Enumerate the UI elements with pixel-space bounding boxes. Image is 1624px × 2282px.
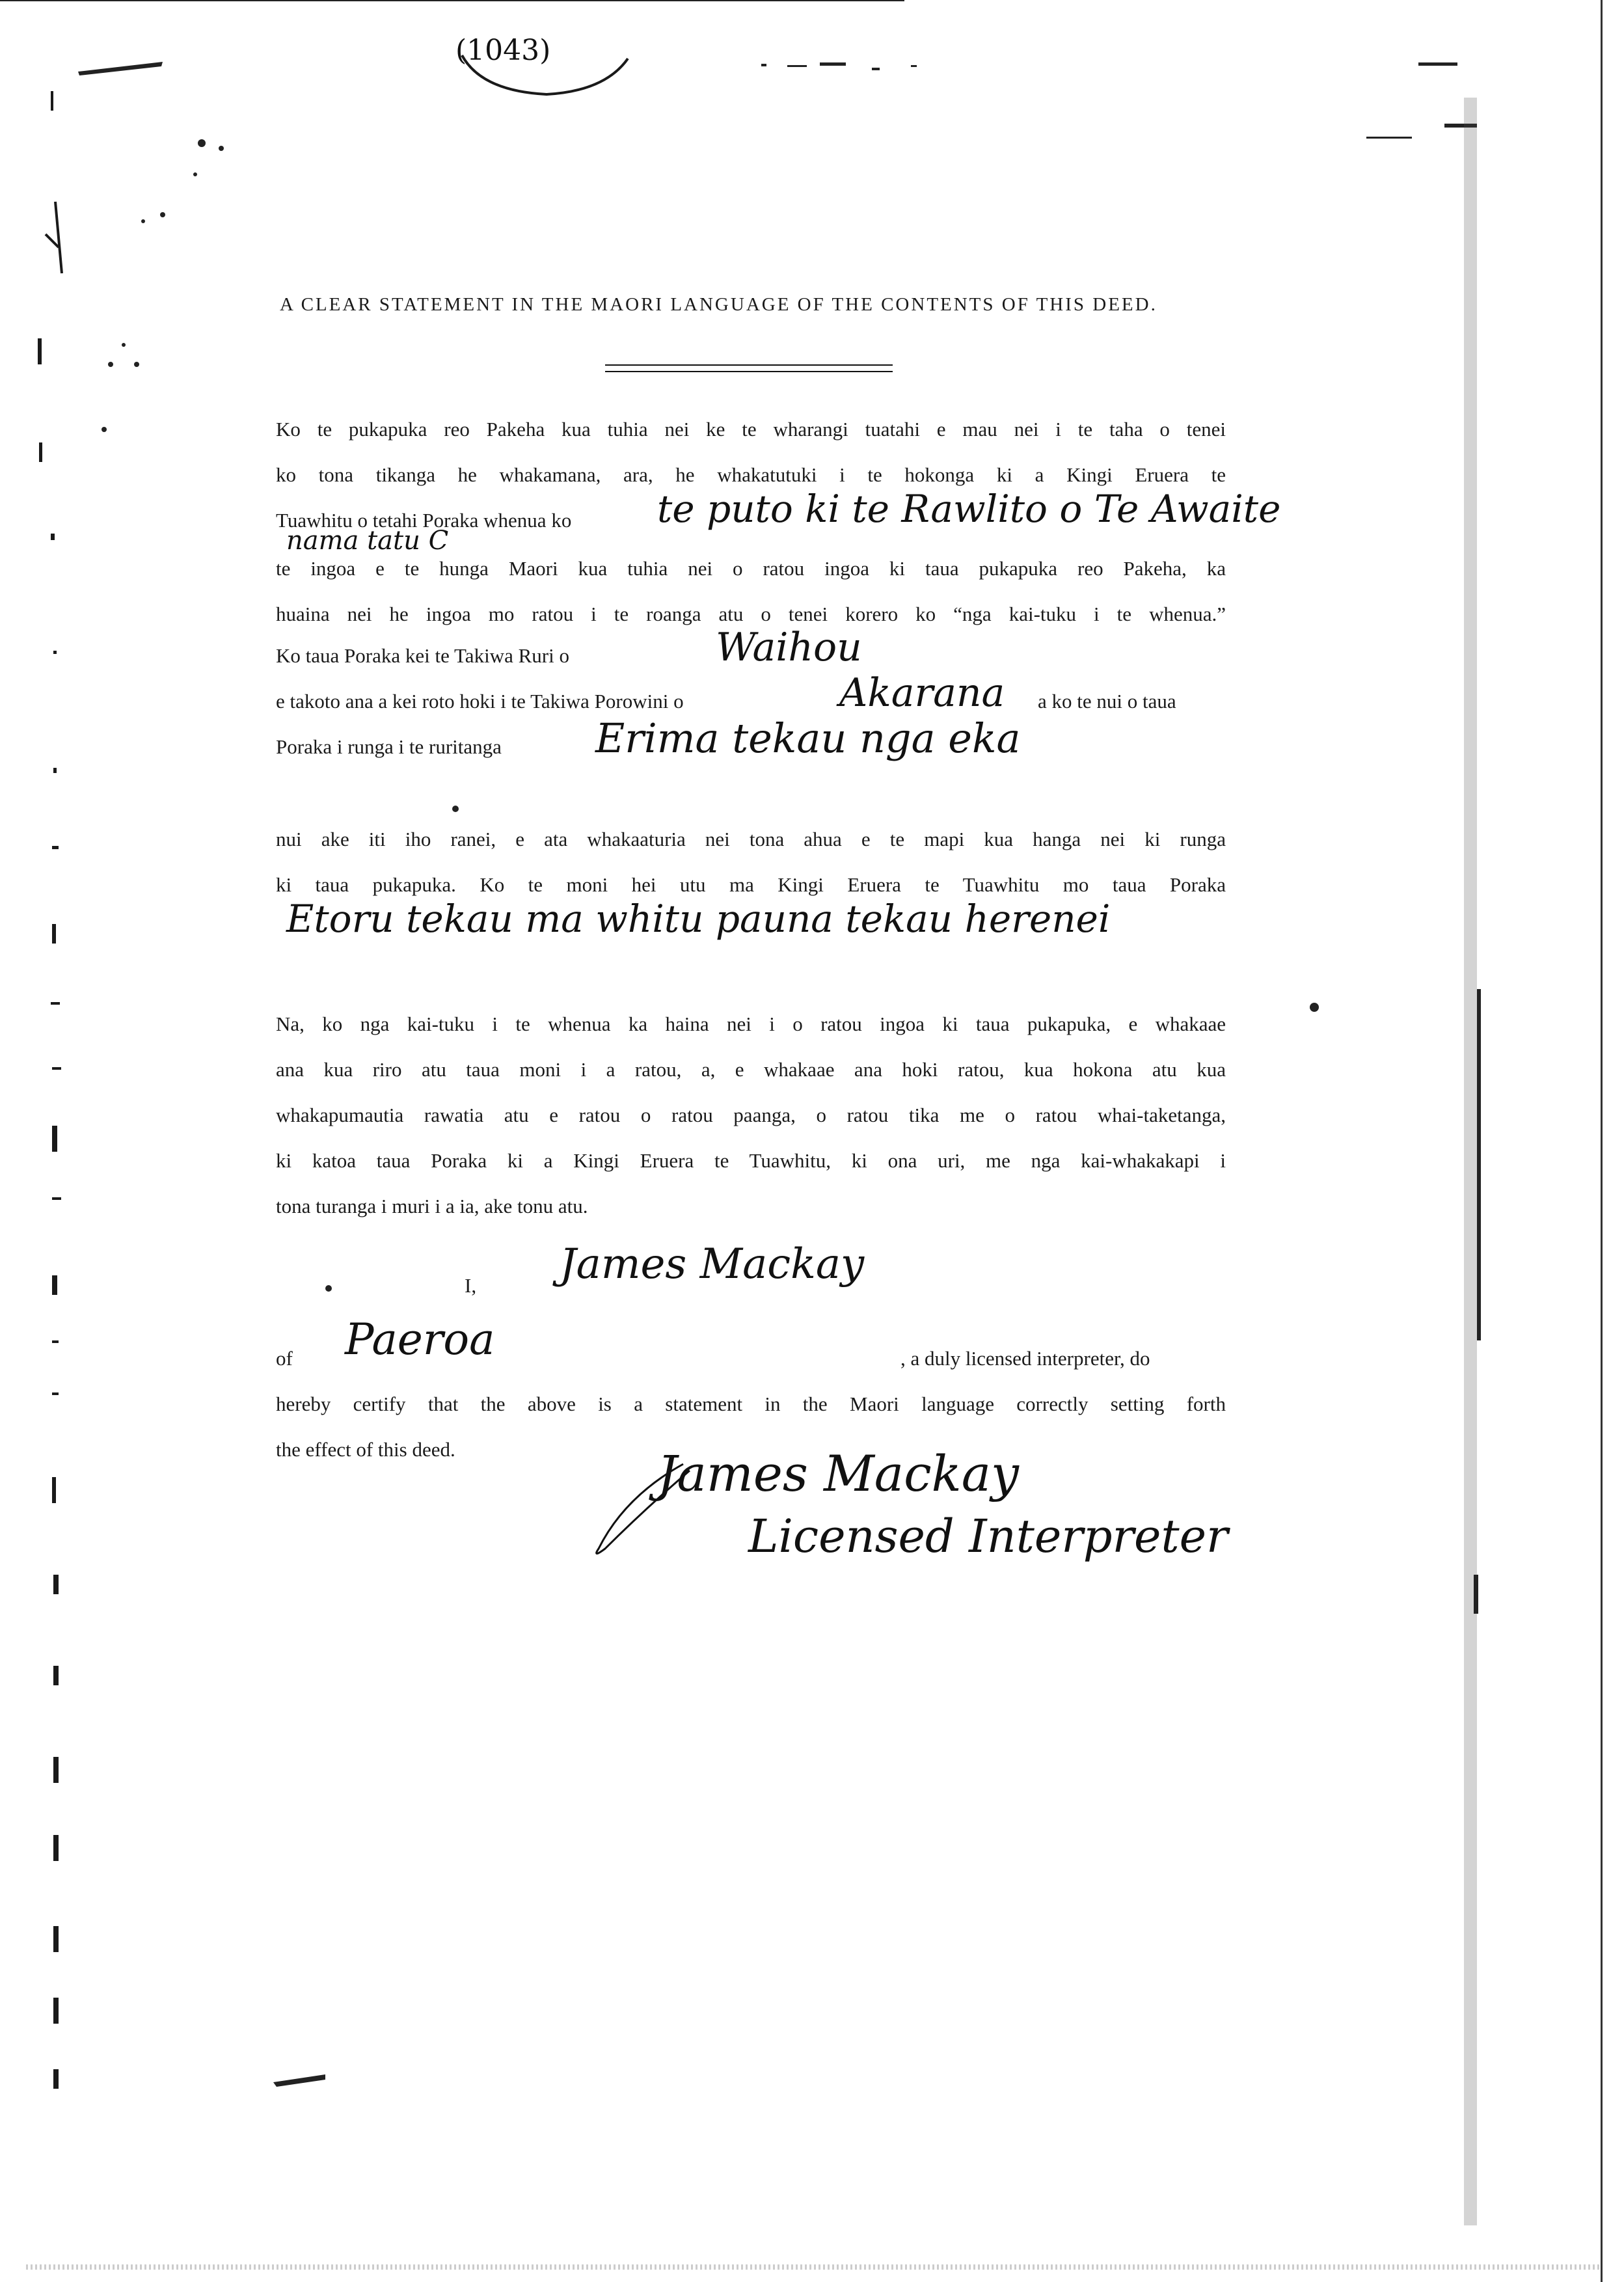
para1-line-8: Poraka i runga i te ruritanga	[276, 735, 502, 758]
title-rule-1	[605, 364, 893, 366]
para1-line-5: huaina nei he ingoa mo ratou i te roanga atu o tenei korero ko “nga kai-tuku i te whenua.”	[276, 603, 1226, 625]
handwritten-block-name-2: nama tatu C	[286, 526, 449, 556]
para1-line-7b: a ko te nui o taua	[1038, 690, 1176, 713]
deed-title: A CLEAR STATEMENT IN THE MAORI LANGUAGE OF THE CONTENTS OF THIS DEED.	[280, 294, 1157, 315]
para3-line-3: whakapumautia rawatia atu e ratou o ratou paanga, o ratou tika me o ratou whai-taketanga,	[276, 1104, 1226, 1126]
title-rule-2	[605, 371, 893, 372]
cert-licensed: , a duly licensed interpreter, do	[900, 1347, 1150, 1370]
para1-line-2: ko tona tikanga he whakamana, ara, he whakatutuki i te hokonga ki a Kingi Eruera te	[276, 463, 1226, 486]
handwritten-interpreter-name: James Mackay	[560, 1240, 865, 1288]
signature-flourish	[586, 1458, 703, 1562]
para3-line-4: ki katoa taua Poraka ki a Kingi Eruera te Tuawhitu, ki ona uri, me nga kai-whakakapi i	[276, 1149, 1226, 1172]
handwritten-place: Paeroa	[345, 1314, 495, 1365]
para2-line-1: nui ake iti iho ranei, e ata whakaaturia nei tona ahua e te mapi kua hanga nei ki runga	[276, 828, 1226, 850]
handwritten-area: Erima tekau nga eka	[595, 714, 1021, 762]
para1-line-6: Ko taua Poraka kei te Takiwa Ruri o	[276, 644, 569, 667]
cert-i-label: I,	[465, 1274, 477, 1297]
handwritten-block-name-1: te puto ki te Rawlito o Te Awaite	[657, 487, 1281, 531]
para1-line-7: e takoto ana a kei roto hoki i te Takiwa Porowini o	[276, 690, 684, 713]
cert-of-label: of	[276, 1347, 293, 1370]
para1-line-4: te ingoa e te hunga Maori kua tuhia nei o ratou ingoa ki taua pukapuka reo Pakeha, ka	[276, 557, 1226, 580]
para3-line-2: ana kua riro atu taua moni i a ratou, a, e whakaae ana hoki ratou, kua hokona atu kua	[276, 1058, 1226, 1081]
top-mark: (1043)	[455, 34, 551, 67]
handwritten-province: Akarana	[839, 670, 1005, 716]
para1-line-1: Ko te pukapuka reo Pakeha kua tuhia nei ke te wharangi tuatahi e mau nei i te taha o tenei	[276, 418, 1226, 441]
cert-line-3: the effect of this deed.	[276, 1438, 455, 1461]
signature-title: Licensed Interpreter	[748, 1510, 1228, 1563]
handwritten-survey-district: Waihou	[716, 625, 862, 670]
handwritten-price: Etoru tekau ma whitu pauna tekau herenei	[286, 897, 1111, 941]
signature: James Mackay	[657, 1445, 1019, 1502]
para2-line-2: ki taua pukapuka. Ko te moni hei utu ma Kingi Eruera te Tuawhitu mo taua Poraka	[276, 873, 1226, 896]
cert-line-2: hereby certify that the above is a statement in the Maori language correctly setting forth	[276, 1392, 1226, 1415]
para3-line-5: tona turanga i muri i a ia, ake tonu atu.	[276, 1195, 588, 1217]
para3-line-1: Na, ko nga kai-tuku i te whenua ka haina nei i o ratou ingoa ki taua pukapuka, e whakaae	[276, 1012, 1226, 1035]
para1-line-3: Tuawhitu o tetahi Poraka whenua ko	[276, 509, 572, 532]
